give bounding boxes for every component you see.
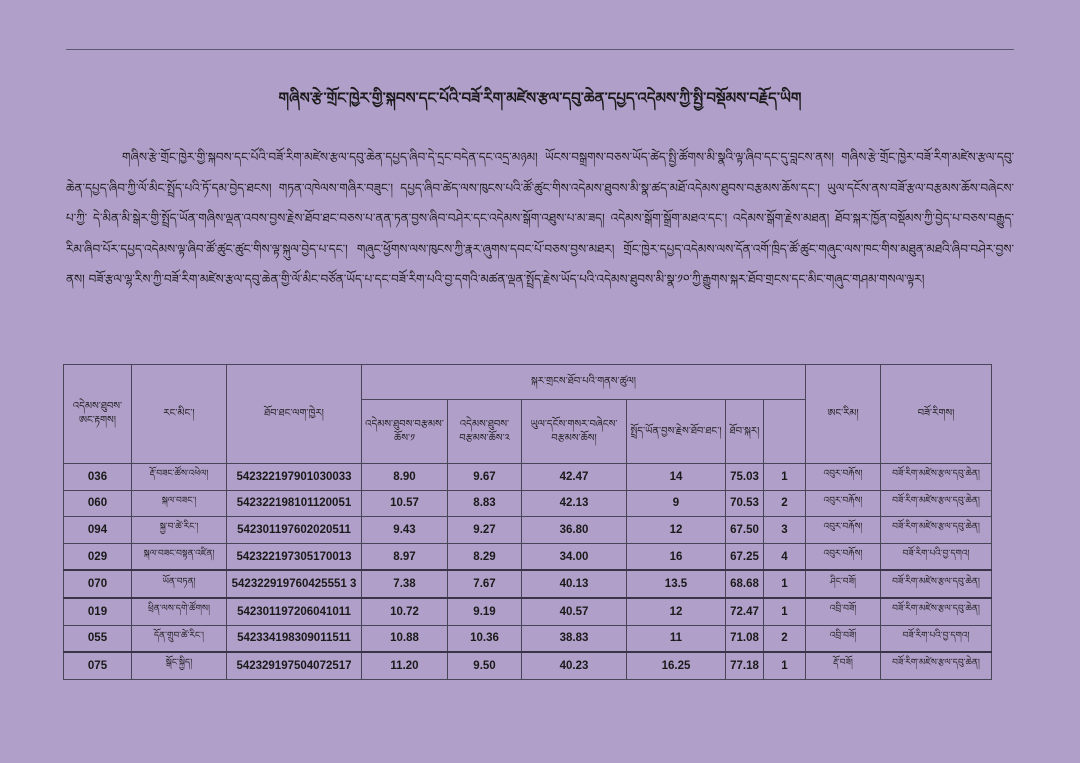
cell-seq: 029 — [64, 543, 132, 570]
cell-id: 542329197504072517 — [227, 652, 362, 679]
cell-name: དོན་གྲུབ་ཚེ་རིང་། — [132, 625, 227, 652]
header-s4: སྤྲོད་ཡོན་བྱས་རྗེས་ཐོབ་ཐང་། — [627, 400, 726, 464]
header-rank: ཨང་རིམ། — [806, 365, 881, 464]
cell-s3: 40.13 — [522, 570, 627, 598]
header-score-group: སྐར་གྲངས་ཐོབ་པའི་གནས་ཚུལ། — [362, 365, 806, 400]
results-table — [63, 364, 992, 680]
cell-rank: 1 — [764, 652, 806, 679]
cell-seq: 060 — [64, 490, 132, 517]
cell-s2: 7.67 — [448, 570, 522, 598]
cell-s4: 11 — [627, 625, 726, 652]
cell-craft: འབུར་བརྐོས། — [806, 543, 881, 570]
cell-id: 542322919760425551 3 — [227, 570, 362, 598]
cell-s4: 16.25 — [627, 652, 726, 679]
cell-rank: 2 — [764, 625, 806, 652]
cell-s3: 42.47 — [522, 464, 627, 491]
cell-name: རྡོ་བཟང་ཚོས་འཕེལ། — [132, 464, 227, 491]
cell-s3: 42.13 — [522, 490, 627, 517]
header-craft: བཟོ་རིགས། — [881, 365, 992, 464]
cell-title: བཟོ་རིག་མཛེས་རྩལ་དབུ་ཆེན། — [881, 598, 992, 625]
header-name: རང་མིང་། — [132, 365, 227, 464]
top-rule — [66, 49, 1014, 50]
cell-s2: 9.27 — [448, 517, 522, 544]
cell-id: 542301197206041011 — [227, 598, 362, 625]
header-total: ཐོབ་སྐར། — [726, 400, 764, 464]
cell-s2: 9.67 — [448, 464, 522, 491]
cell-seq: 055 — [64, 625, 132, 652]
cell-craft: འབུར་བརྐོས། — [806, 490, 881, 517]
cell-seq: 036 — [64, 464, 132, 491]
cell-craft: རྡོ་བཟོ། — [806, 652, 881, 679]
cell-total: 70.53 — [726, 490, 764, 517]
cell-name: ཕྲིན་ལས་དགེ་ཚོགས། — [132, 598, 227, 625]
cell-id: 542322197305170013 — [227, 543, 362, 570]
header-s1: འདེམས་ཐུབས་བརྩམས་ཆོས་༡ — [362, 400, 448, 464]
cell-total: 77.18 — [726, 652, 764, 679]
cell-id: 542301197602020511 — [227, 517, 362, 544]
table-row — [64, 652, 992, 679]
document-title: གཞིས་རྩེ་གྲོང་ཁྱེར་གྱི་སྐབས་དང་པོའི་བཟོ་རིག་མཛེས་རྩལ་དབུ་ཆེན་དཔྱད་འདེམས་ཀྱི་སྤྱི་བསྡོམས་བརྗོད་ཡིག — [278, 89, 802, 107]
cell-s3: 40.57 — [522, 598, 627, 625]
cell-name: སྐལ་བཟང་། — [132, 490, 227, 517]
cell-s4: 14 — [627, 464, 726, 491]
cell-rank: 1 — [764, 570, 806, 598]
cell-s1: 7.38 — [362, 570, 448, 598]
cell-title: བཟོ་རིག་པའི་བྱ་དགའ། — [881, 625, 992, 652]
cell-total: 67.25 — [726, 543, 764, 570]
cell-total: 71.08 — [726, 625, 764, 652]
cell-id: 542334198309011511 — [227, 625, 362, 652]
cell-s2: 9.19 — [448, 598, 522, 625]
cell-rank: 1 — [764, 464, 806, 491]
header-s2: འདེམས་ཐུབས་བརྩམས་ཆོས་༢ — [448, 400, 522, 464]
cell-craft: འབུར་བརྐོས། — [806, 464, 881, 491]
cell-total: 72.47 — [726, 598, 764, 625]
cell-s1: 11.20 — [362, 652, 448, 679]
cell-s4: 12 — [627, 517, 726, 544]
table-row — [64, 625, 992, 652]
cell-s3: 38.83 — [522, 625, 627, 652]
cell-s2: 10.36 — [448, 625, 522, 652]
header-id: ཐོབ་ཐང་ལག་ཁྱེར། — [227, 365, 362, 464]
cell-title: བཟོ་རིག་མཛེས་རྩལ་དབུ་ཆེན། — [881, 490, 992, 517]
cell-rank: 4 — [764, 543, 806, 570]
cell-title: བཟོ་རིག་མཛེས་རྩལ་དབུ་ཆེན། — [881, 570, 992, 598]
cell-craft: འབྲི་བཟོ། — [806, 598, 881, 625]
cell-total: 75.03 — [726, 464, 764, 491]
cell-s1: 10.88 — [362, 625, 448, 652]
cell-s4: 12 — [627, 598, 726, 625]
cell-s1: 8.97 — [362, 543, 448, 570]
table-row — [64, 570, 992, 598]
cell-title: བཟོ་རིག་མཛེས་རྩལ་དབུ་ཆེན། — [881, 652, 992, 679]
cell-s2: 8.29 — [448, 543, 522, 570]
cell-craft: འབུར་བརྐོས། — [806, 517, 881, 544]
table-row — [64, 543, 992, 570]
cell-s1: 10.72 — [362, 598, 448, 625]
cell-s2: 9.50 — [448, 652, 522, 679]
cell-total: 67.50 — [726, 517, 764, 544]
cell-s4: 13.5 — [627, 570, 726, 598]
cell-s1: 9.43 — [362, 517, 448, 544]
cell-rank: 3 — [764, 517, 806, 544]
cell-seq: 019 — [64, 598, 132, 625]
cell-craft: འབྲི་བཟོ། — [806, 625, 881, 652]
table-row — [64, 517, 992, 544]
cell-title: བཟོ་རིག་པའི་བྱ་དགའ། — [881, 543, 992, 570]
cell-seq: 094 — [64, 517, 132, 544]
body-paragraph: གཞིས་རྩེ་གྲོང་ཁྱེར་གྱི་སྐབས་དང་པོའི་བཟོ་རིག་མཛེས་རྩལ་དབུ་ཆེན་དཔྱད་ཞིབ་དེ་དྲང་བདེན་དང་འདྲ་མཉམ། ཡོངས་བསྒྲགས་བཅས་ཡོད་ཚེད་སྤྱི་ཚོགས་མི་སྣའི་ལྟ་ཞིབ་དང་དུ་བླངས་ནས། གཞིས་རྩེ་གྲོང་ཁྱེར་བཟོ་རིག་མཛེས་རྩལ་དབུ་ཆེན་དཔྱད་ཞིབ་ཀྱི་ལོ་མིང་སྤྲོད་པའི་ཏོ་དམ་བྱེད་ཐངས། གཏན་འཁེལས་གཞིར་བཟུང་། དཔྱད་ཞིབ་ཚེད་ལས་ཁུངས་པའི་ཚོ་ཚུང་གིས་འདེམས་ཐུབས་མི་སྣ་ཚད་མཐོ་འདེམས་ཐུབས་བརྩམས་ཆོས་དང་། ཡུལ་དངོས་ནས་བཟོ་རྩལ་བརྩམས་ཆོས་བཞེངས་པ་ཀྱི་ དེ་མིན་མི་སྒེར་གྱི་སྤྲོད་ཡོན་གཞིས་ལྡན་འབས་བྱས་རྗེས་ཐོབ་ཐང་བཅས་པ་ནན་ཏན་བྱས་ཞིབ་བཤེར་དང་འདེམས་སྒོག་འཐུས་པ་མ་ཟད། འདེམས་སྒོག་སྒྲོག་མཐའ་དང་། འདེམས་སྒོག་རྗེས་མཐན། ཐོབ་སྐར་ཁྱོན་བསྡོམས་ཀྱི་བྱེད་པ་བཅས་བརྒྱུད་རིམ་ཞིབ་པོར་དཔྱད་འདེམས་ལྟ་ཞིབ་ཚོ་ཚུང་ཚུང་གིས་ལྟ་སྐུལ་བྱེད་པ་དང་། གཞུང་ཕྱོགས་ལས་ཁུངས་ཀྱི་རྣར་ཞུགས་དབང་པོ་བཅས་བྱས་མཐར། གྲོང་ཁྱེར་དཔྱད་འདེམས་ལས་དོན་འགོ་ཁྲིད་ཚོ་ཚུང་གཞུང་ལས་ཁང་གིས་མཐུན་མཐའི་ཞིབ་བཤེར་བྱས་ནས། བཟོ་རྩལ་ལྷ་རིས་ཀྱི་བཟོ་རིག་མཛེས་རྩལ་དབུ་ཆེན་གྱི་ལོ་མིང་བཙོན་ཡོད་པ་དང་བཟོ་རིག་པའི་བྱ་དགའི་མཚན་ལྡན་སྤྲོད་རྗེས་ཡོད་པའི་འདེམས་ཐུབས་མི་སྣ་༡༠་ཀྱི་རྒྱུགས་སྐར་ཐོབ་གྲངས་དང་མིང་གཞུང་གཤམ་གསལ་ལྟར། — [66, 150, 1014, 286]
header-seq: འདེམས་ཐུབས་ཨང་རྟགས། — [64, 365, 132, 464]
cell-rank: 1 — [764, 598, 806, 625]
cell-total: 68.68 — [726, 570, 764, 598]
cell-title: བཟོ་རིག་མཛེས་རྩལ་དབུ་ཆེན། — [881, 464, 992, 491]
cell-s1: 8.90 — [362, 464, 448, 491]
cell-name: ཡོན་བཏན། — [132, 570, 227, 598]
cell-s2: 8.83 — [448, 490, 522, 517]
cell-s4: 16 — [627, 543, 726, 570]
cell-s3: 36.80 — [522, 517, 627, 544]
header-s3: ཡུལ་དངོས་གསར་བཞེངས་བརྩམས་ཆོས། — [522, 400, 627, 464]
cell-name: སྒོང་སྐྱིད། — [132, 652, 227, 679]
cell-name: སྐལ་བཟང་བསྟན་འཛིན། — [132, 543, 227, 570]
cell-id: 542322197901030033 — [227, 464, 362, 491]
cell-seq: 075 — [64, 652, 132, 679]
table-row — [64, 598, 992, 625]
cell-s3: 34.00 — [522, 543, 627, 570]
cell-craft: ཤིང་བཟོ། — [806, 570, 881, 598]
cell-seq: 070 — [64, 570, 132, 598]
table-row — [64, 490, 992, 517]
cell-s4: 9 — [627, 490, 726, 517]
cell-id: 542322198101120051 — [227, 490, 362, 517]
cell-rank: 2 — [764, 490, 806, 517]
table-row — [64, 464, 992, 491]
cell-s3: 40.23 — [522, 652, 627, 679]
cell-title: བཟོ་རིག་མཛེས་རྩལ་དབུ་ཆེན། — [881, 517, 992, 544]
cell-name: སྐྱ་བ་ཚེ་རིང་། — [132, 517, 227, 544]
cell-s1: 10.57 — [362, 490, 448, 517]
